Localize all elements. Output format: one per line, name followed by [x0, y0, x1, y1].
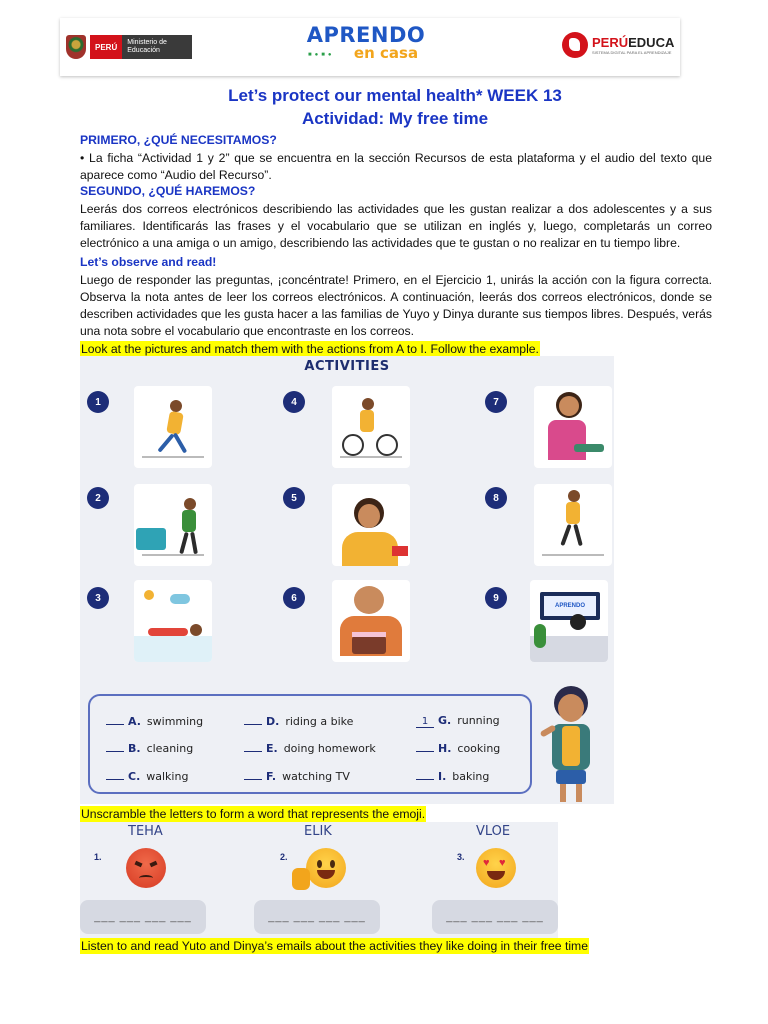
activity-card-swimming — [134, 580, 212, 662]
activity-number-1: 1 — [87, 391, 109, 413]
option-letter: E. — [266, 742, 278, 755]
option-text: running — [457, 714, 500, 727]
scrambled-word-1: TEHA — [128, 824, 163, 839]
activity-card-watching-tv — [530, 580, 608, 662]
option-letter: F. — [266, 770, 277, 783]
option-letter: H. — [438, 742, 452, 755]
answer-blank-d[interactable] — [244, 714, 262, 725]
option-text: baking — [452, 770, 490, 783]
match-options-box — [88, 694, 532, 794]
answer-box-2[interactable]: ___ ___ ___ ___ — [254, 900, 380, 934]
activity-card-walking — [534, 484, 612, 566]
thumbs-up-icon — [292, 868, 310, 890]
option-text: swimming — [146, 715, 204, 728]
option-d[interactable] — [244, 714, 353, 728]
option-a[interactable] — [106, 714, 203, 728]
activity-number-6: 6 — [283, 587, 305, 609]
activity-number-8: 8 — [485, 487, 507, 509]
minedu-logo — [66, 34, 192, 60]
answer-blank-a[interactable] — [106, 714, 124, 725]
activity-title: Actividad: My free time — [301, 109, 489, 128]
option-letter: A. — [128, 715, 141, 728]
ministry-name: Ministerio de Educación — [122, 35, 192, 59]
answer-box-1[interactable]: ___ ___ ___ ___ — [80, 900, 206, 934]
answer-blank-e[interactable] — [244, 741, 262, 752]
option-text: doing homework — [283, 742, 376, 755]
answer-blank-f[interactable] — [244, 769, 262, 780]
activity-number-5: 5 — [283, 487, 305, 509]
peru-shield-icon — [66, 35, 86, 59]
answer-blank-b[interactable] — [106, 741, 124, 752]
answer-blank-h[interactable] — [416, 741, 434, 752]
option-b[interactable] — [106, 741, 193, 755]
aprendo-title: APRENDO — [306, 23, 426, 47]
option-text: cooking — [457, 742, 501, 755]
heart-eyes-face-icon: ♥ ♥ — [476, 848, 516, 888]
instruction-match: Look at the pictures and match them with the actions from A to I. Follow the example. — [81, 342, 539, 356]
option-text: riding a bike — [285, 715, 354, 728]
activity-card-cleaning — [134, 484, 212, 566]
activity-number-7: 7 — [485, 391, 507, 413]
section3-text: Luego de responder las preguntas, ¡concéntrate! Primero, en el Ejercicio 1, unirás la acción con la figura correcta. Observa la nota antes de leer los correos electrónicos. A continuación, leerás dos correos electrónicos, donde se describen actividades que les gusta hacer a las familias de Yuyo y Dinya durante sus tiempos libres. Después, verás una nota sobre el vocabulario que encontraste en los correos. — [80, 273, 712, 338]
perueduca-part-b: EDUCA — [628, 35, 675, 50]
activity-number-2: 2 — [87, 487, 109, 509]
option-letter: I. — [438, 770, 447, 783]
option-g[interactable] — [416, 714, 500, 728]
perueduca-tagline: SISTEMA DIGITAL PARA EL APRENDIZAJE — [592, 50, 672, 55]
option-c[interactable] — [106, 769, 188, 783]
activities-title: ACTIVITIES — [304, 359, 390, 374]
emoji-number-2: 2. — [280, 852, 288, 862]
peru-map-icon — [562, 32, 588, 58]
angry-face-icon — [126, 848, 166, 888]
emoji-panel — [80, 822, 558, 938]
option-text: walking — [146, 770, 189, 783]
smiling-thumbs-up-icon — [306, 848, 346, 888]
answer-blank-c[interactable] — [106, 769, 124, 780]
activity-card-doing-homework — [332, 484, 410, 566]
option-h[interactable] — [416, 741, 500, 755]
option-letter: D. — [266, 715, 280, 728]
section3-heading: Let’s observe and read! — [80, 255, 217, 269]
activity-card-cooking — [534, 386, 612, 468]
option-letter: C. — [128, 770, 141, 783]
activity-card-running — [134, 386, 212, 468]
instruction-unscramble: Unscramble the letters to form a word that represents the emoji. — [81, 807, 426, 821]
activity-number-4: 4 — [283, 391, 305, 413]
header-banner — [60, 18, 680, 76]
option-i[interactable] — [416, 769, 489, 783]
perueduca-logo — [562, 32, 674, 58]
option-f[interactable] — [244, 769, 350, 783]
option-letter: G. — [438, 714, 452, 727]
activity-card-riding-bike — [332, 386, 410, 468]
activities-panel — [80, 356, 614, 804]
activity-number-3: 3 — [87, 587, 109, 609]
peru-label: PERÚ — [90, 35, 122, 59]
section1-text: • La ficha “Actividad 1 y 2” que se encuentra en la sección Recursos de esta plataforma y el audio del texto que aparece como “Audio del Recurso”. — [80, 151, 712, 182]
scrambled-word-2: ELIK — [304, 824, 332, 839]
answer-blank-g[interactable]: 1 — [416, 717, 434, 728]
decorative-dots-icon: ■●■● — [308, 52, 335, 58]
option-letter: B. — [128, 742, 141, 755]
tv-brand-text: APRENDO — [544, 596, 596, 616]
answer-box-3[interactable]: ___ ___ ___ ___ — [432, 900, 558, 934]
option-text: watching TV — [282, 770, 350, 783]
activity-card-baking — [332, 580, 410, 662]
option-e[interactable] — [244, 741, 376, 755]
page-title: Let’s protect our mental health* WEEK 13 — [228, 86, 562, 105]
instruction-listen-read: Listen to and read Yuto and Dinya’s emails about the activities they like doing in their free time — [81, 939, 588, 953]
aprendo-subtitle: en casa — [353, 44, 419, 62]
perueduca-part-a: PERÚ — [592, 35, 629, 50]
emoji-number-1: 1. — [94, 852, 102, 862]
scrambled-word-3: VLOE — [476, 824, 511, 839]
section2-text: Leerás dos correos electrónicos describiendo las actividades que les gustan realizar a dos adolescentes y a sus familiares. Identificarás las frases y el vocabulario que se utilizan en inglés y, luego, completarás un correo electrónico a una amiga o un amigo, describiendo las actividades que te gustan o no realizar en tu tiempo libre. — [80, 202, 712, 250]
section1-heading: PRIMERO, ¿QUÉ NECESITAMOS? — [80, 133, 277, 147]
aprendo-en-casa-logo — [306, 24, 426, 61]
section2-heading: SEGUNDO, ¿QUÉ HAREMOS? — [80, 184, 256, 198]
answer-blank-i[interactable] — [416, 769, 434, 780]
option-text: cleaning — [146, 742, 194, 755]
activity-number-9: 9 — [485, 587, 507, 609]
emoji-number-3: 3. — [457, 852, 465, 862]
mascot-girl-illustration — [540, 686, 604, 804]
perueduca-wordmark — [592, 35, 674, 55]
